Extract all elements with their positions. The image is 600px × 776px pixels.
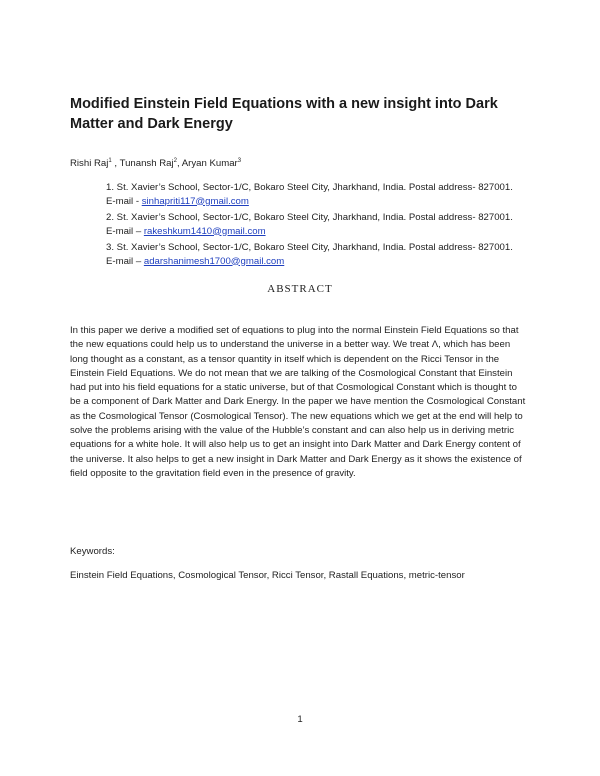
abstract-text: In this paper we derive a modified set of equations to plug into the normal Einstein Field Equations so that the new equations could help us to understand the universe in a better way. We treat Λ, which has been long thought as a constant, as a tensor quantity in itself which is dependent on the Ricci Tensor in the Einstein Field Equations. We do not mean that we are talking of the Cosmological Constant that Einstein had put into his field equations for a static universe, but of that Cosmological Constant which is thought to be a component of Dark Matter and Dark Energy. In the paper we have mention the Cosmological Constant as the Cosmological Tensor (Cosmological Tensor). The new equations which we get at the end will help to solve the problems arising with the value of the Hubble’s constant and can also help us in deriving metric equations for a white hole. It will also help us to get an insight into Dark Matter and Dark Energy content of the universe. It also helps to get a new insight in Dark Matter and Dark Energy as it shows the existence of field opposite to the gravitation field even in the presence of gravity.	[70, 325, 526, 479]
author-affiliation-mark: 2	[173, 157, 177, 164]
affiliation-address: 1. St. Xavier’s School, Sector-1/C, Bokaro Steel City, Jharkhand, India. Postal address- 827001.	[106, 182, 513, 193]
email-prefix: E-mail –	[106, 225, 144, 237]
author-separator: ,	[111, 158, 120, 169]
affiliation-email-line	[106, 225, 536, 239]
affiliation-address: 2. St. Xavier’s School, Sector-1/C, Bokaro Steel City, Jharkhand, India. Postal address- 827001.	[106, 212, 513, 223]
author-separator: ,	[176, 158, 182, 169]
email-prefix: E-mail -	[106, 195, 142, 207]
affiliation-item	[106, 181, 536, 208]
author-affiliation-mark: 3	[237, 157, 242, 164]
author-name: Tunansh Raj	[119, 158, 174, 169]
page-number: 1	[297, 714, 303, 725]
email-link[interactable]: sinhapriti117@gmail.com	[141, 195, 249, 207]
abstract-heading: ABSTRACT	[267, 283, 333, 295]
author-name: Aryan Kumar	[181, 158, 238, 169]
author-name: Rishi Raj	[70, 158, 109, 169]
affiliation-list	[106, 181, 536, 271]
affiliation-address: 3. St. Xavier’s School, Sector-1/C, Bokaro Steel City, Jharkhand, India. Postal address- 827001.	[106, 242, 513, 253]
affiliation-item	[106, 241, 536, 268]
email-link[interactable]: adarshanimesh1700@gmail.com	[143, 255, 285, 267]
affiliation-item	[106, 211, 536, 238]
email-prefix: E-mail –	[106, 255, 144, 267]
keywords-list: Einstein Field Equations, Cosmological Tensor, Ricci Tensor, Rastall Equations, metric-tensor	[70, 570, 465, 581]
author-list	[70, 157, 241, 171]
keywords-label: Keywords:	[70, 546, 115, 557]
affiliation-email-line	[106, 255, 536, 269]
affiliation-email-line	[106, 195, 536, 209]
paper-title: Modified Einstein Field Equations with a new insight into Dark Matter and Dark Energy	[70, 96, 498, 132]
email-link[interactable]: rakeshkum1410@gmail.com	[143, 225, 266, 237]
author-affiliation-mark: 1	[108, 157, 112, 164]
